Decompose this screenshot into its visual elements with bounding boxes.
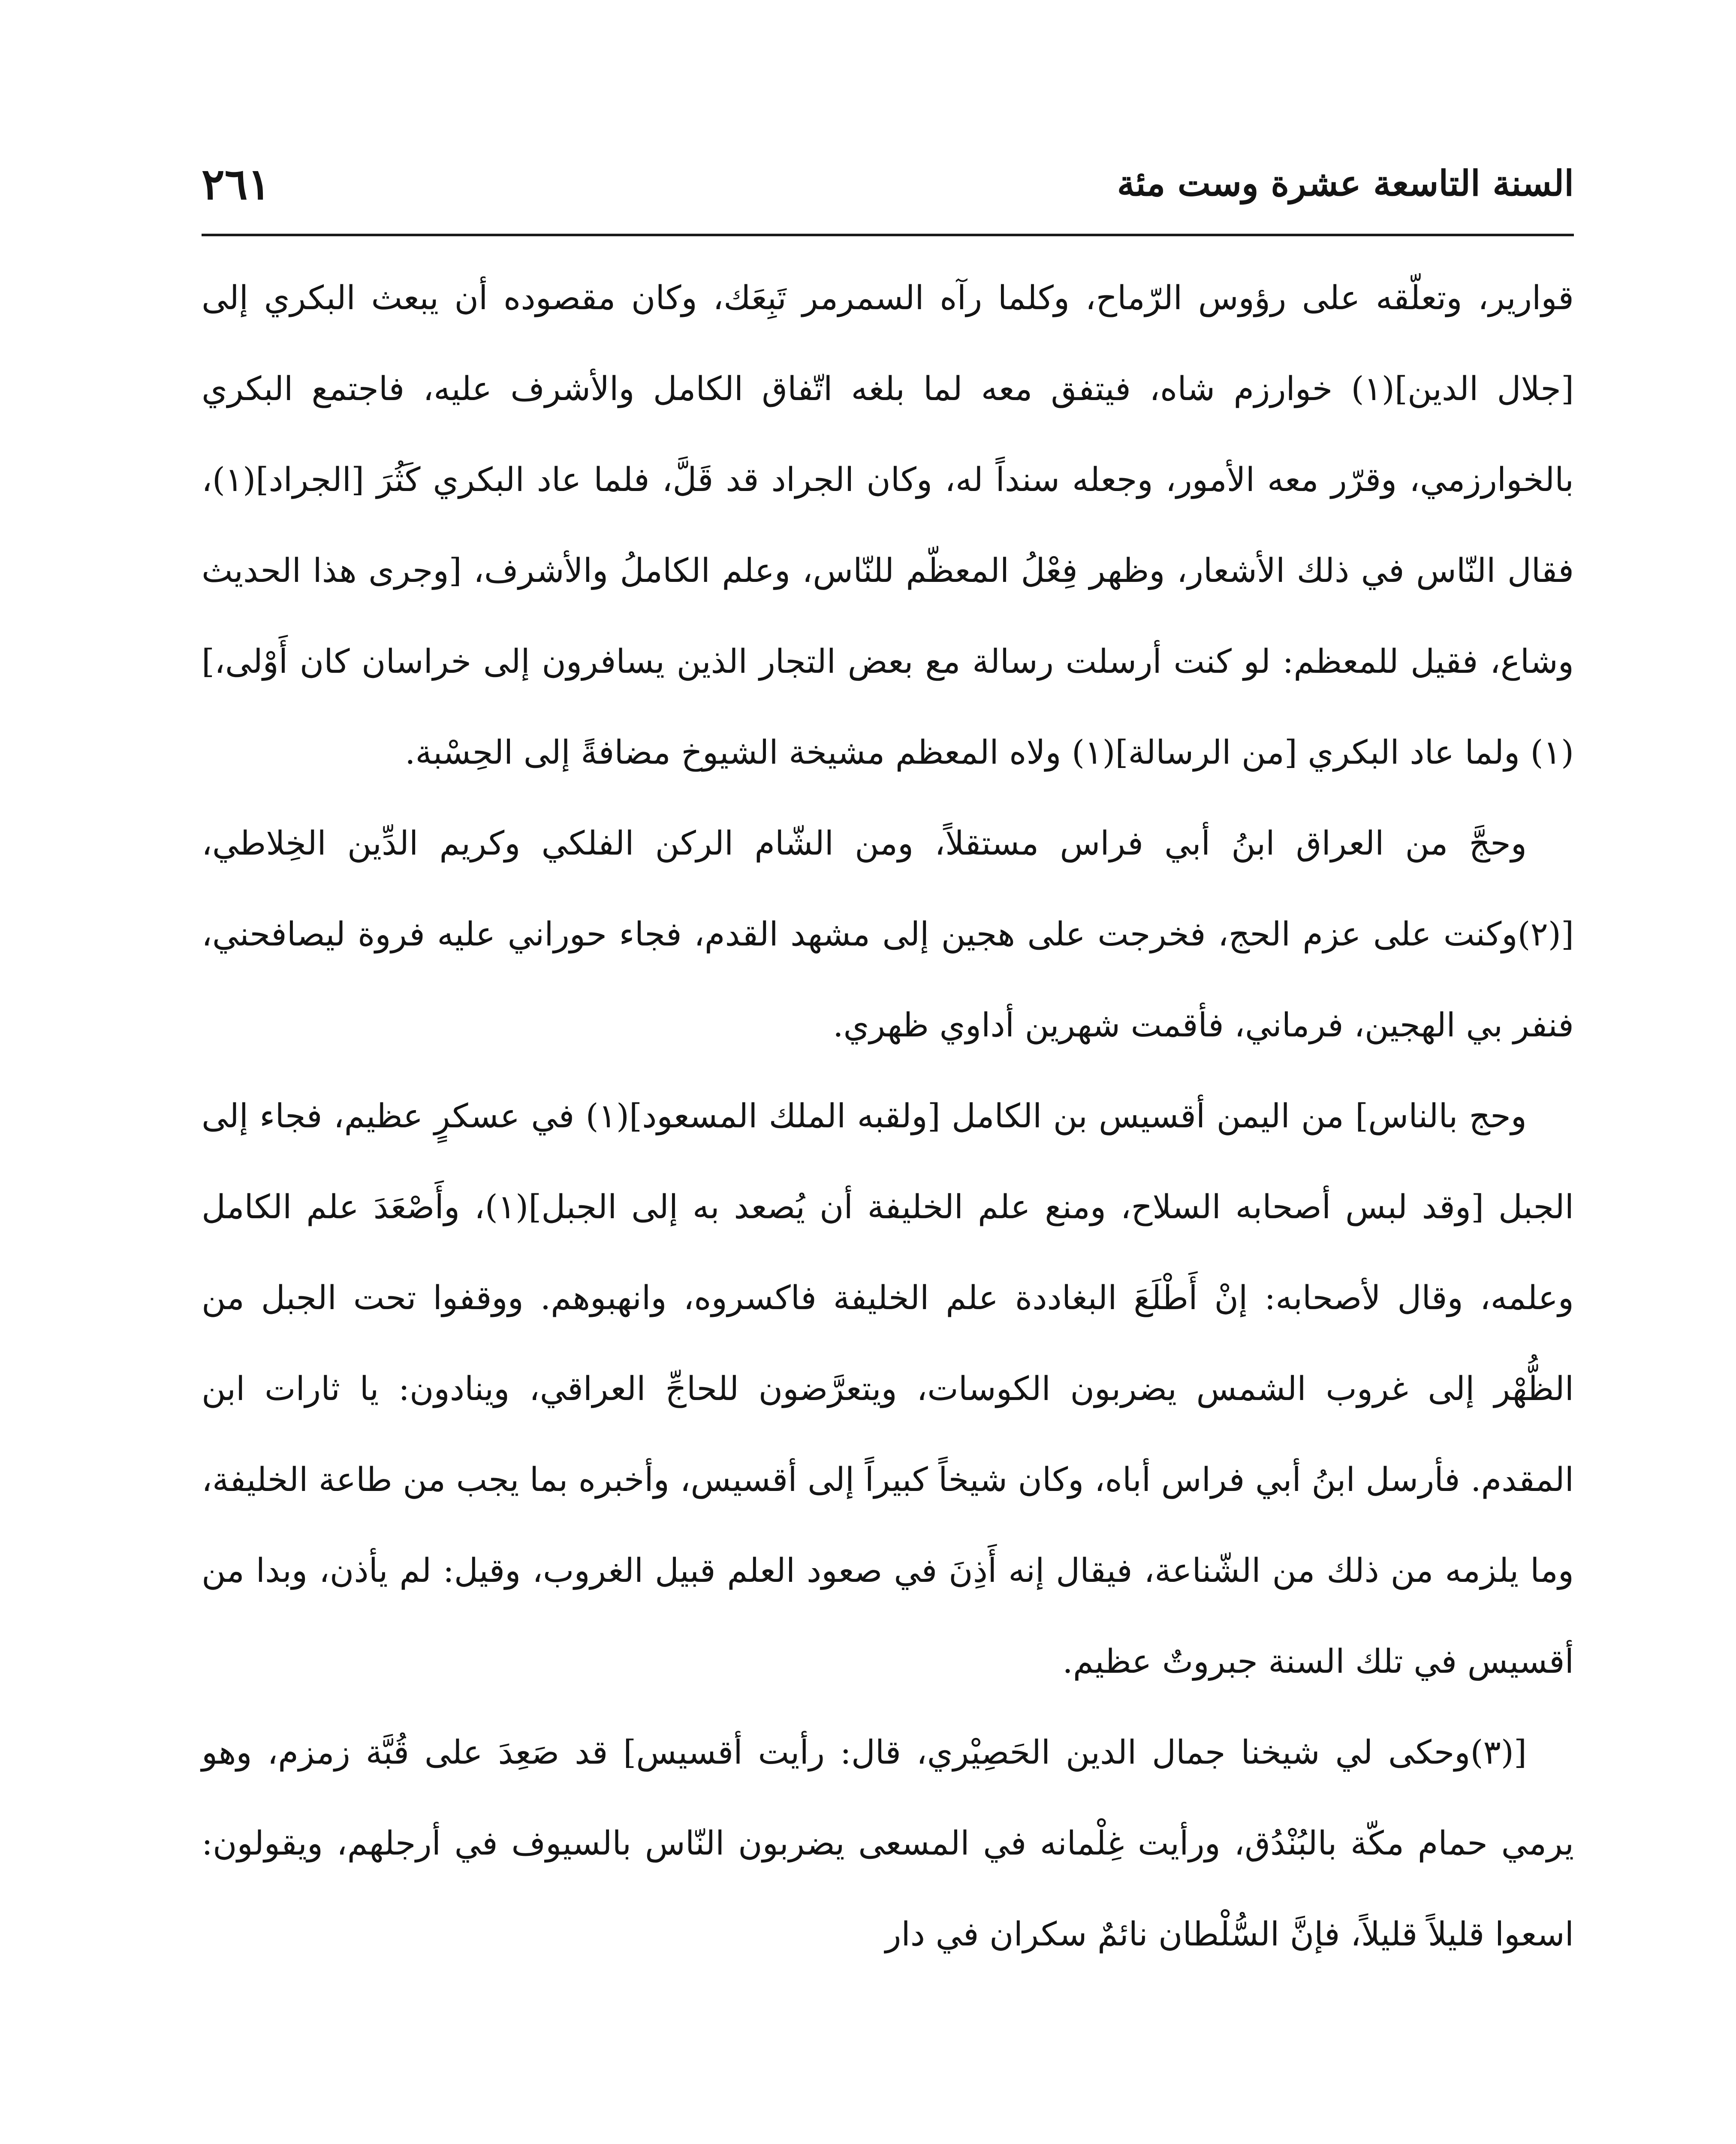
paragraph: وحجَّ من العراق ابنُ أبي فراس مستقلاً، ومن الشّام الركن الفلكي وكريم الدِّين الخِلاطي، [(٢)وكنت على عزم الحج، فخرجت على هجين إلى مشهد القدم، فجاء حوراني عليه فروة ليصافحني، فنفر بي الهجين، فرماني، فأقمت شهرين أداوي ظهري. (202, 825, 1574, 1045)
main-text (202, 253, 1574, 1980)
header-rule (202, 234, 1574, 236)
book-page (202, 129, 1574, 2144)
running-header (202, 159, 1574, 223)
paragraph: قوارير، وتعلّقه على رؤوس الرّماح، وكلما رآه السمرمر تَبِعَك، وكان مقصوده أن يبعث البكري إلى [جلال الدين](١) خوارزم شاه، فيتفق معه لما بلغه اتّفاق الكامل والأشرف عليه، فاجتمع البكري بالخوارزمي، وقرّر معه الأمور، وجعله سنداً له، وكان الجراد قد قَلَّ، فلما عاد البكري كَثُرَ [الجراد](١)، فقال النّاس في ذلك الأشعار، وظهر فِعْلُ المعظّم للنّاس، وعلم الكاملُ والأشرف، [وجرى هذا الحديث وشاع، فقيل للمعظم: لو كنت أرسلت رسالة مع بعض التجار الذين يسافرون إلى خراسان كان أَوْلى،](١) ولما عاد البكري [من الرسالة](١) ولاه المعظم مشيخة الشيوخ مضافةً إلى الحِسْبة. (202, 279, 1574, 772)
paragraph: [(٣)وحكى لي شيخنا جمال الدين الحَصِيْري، قال: رأيت أقسيس] قد صَعِدَ على قُبَّة زمزم، وهو يرمي حمام مكّة بالبُنْدُق، ورأيت غِلْمانه في المسعى يضربون النّاس بالسيوف في أرجلهم، ويقولون: اسعوا قليلاً قليلاً، فإنَّ السُّلْطان نائمٌ سكران في دار (202, 1734, 1574, 1954)
running-title: السنة التاسعة عشرة وست مئة (1117, 163, 1574, 204)
paragraph: وحج بالناس] من اليمن أقسيس بن الكامل [ولقبه الملك المسعود](١) في عسكرٍ عظيم، فجاء إلى الجبل [وقد لبس أصحابه السلاح، ومنع علم الخليفة أن يُصعد به إلى الجبل](١)، وأَصْعَدَ علم الكامل وعلمه، وقال لأصحابه: إنْ أَطْلَعَ البغاددة علم الخليفة فاكسروه، وانهبوهم. ووقفوا تحت الجبل من الظُّهْر إلى غروب الشمس يضربون الكوسات، ويتعرَّضون للحاجِّ العراقي، وينادون: يا ثارات ابن المقدم. فأرسل ابنُ أبي فراس أباه، وكان شيخاً كبيراً إلى أقسيس، وأخبره بما يجب من طاعة الخليفة، وما يلزمه من ذلك من الشّناعة، فيقال إنه أَذِنَ في صعود العلم قبيل الغروب، وقيل: لم يأذن، وبدا من أقسيس في تلك السنة جبروتٌ عظيم. (202, 1097, 1574, 1681)
page-number: ٢٦١ (202, 159, 271, 209)
